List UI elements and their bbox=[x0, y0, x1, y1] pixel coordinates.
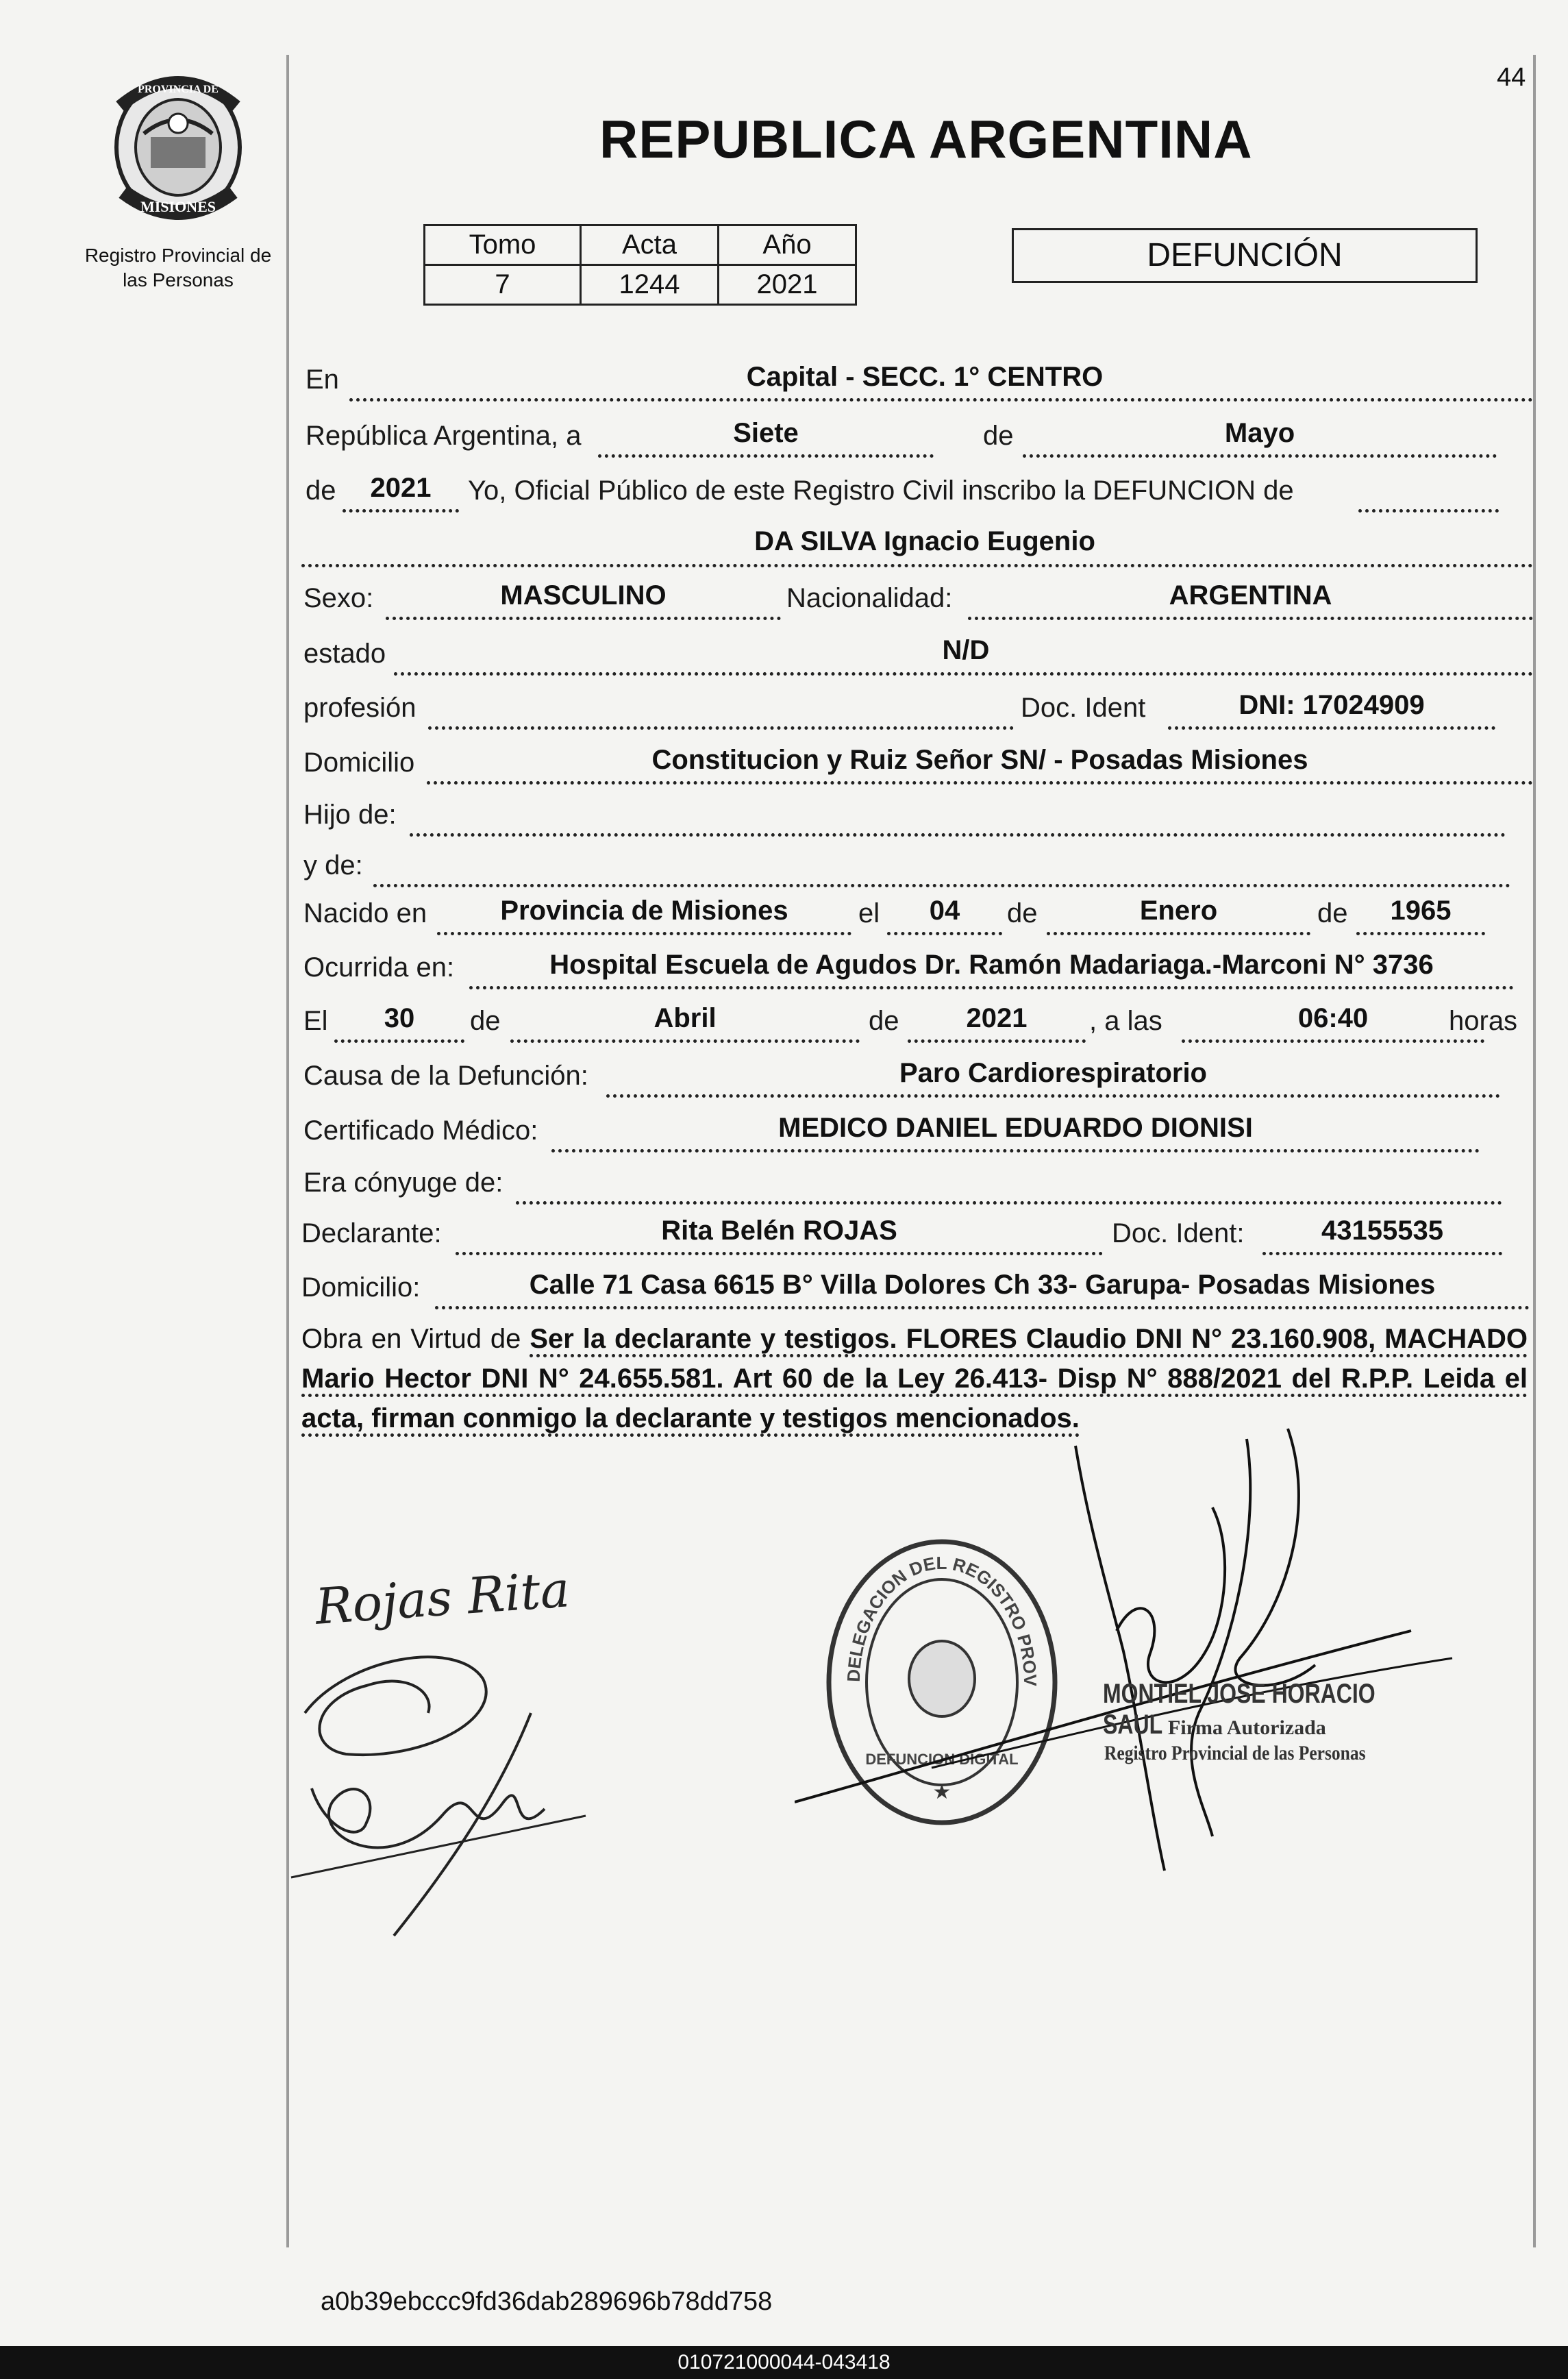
value-certificado: MEDICO DANIEL EDUARDO DIONISI bbox=[778, 1113, 1253, 1143]
label-el: El bbox=[303, 1006, 328, 1036]
label-doc-ident-2: Doc. Ident: bbox=[1112, 1218, 1245, 1248]
barcode-id: 010721000044-043418 bbox=[677, 2351, 891, 2374]
declarante-signature-text: Rojas Rita bbox=[313, 1560, 572, 1636]
value-acta: 1244 bbox=[581, 265, 719, 305]
value-nacido-mes: Enero bbox=[1139, 896, 1218, 926]
seal-inner-text: DEFUNCION DIGITAL bbox=[865, 1751, 1019, 1768]
label-horas: horas bbox=[1449, 1006, 1518, 1036]
label-conyuge: Era cónyuge de: bbox=[303, 1168, 503, 1198]
label-obra: Obra en Virtud de bbox=[301, 1324, 521, 1354]
official-role: Firma Autorizada bbox=[1168, 1716, 1326, 1739]
field-profesion-line bbox=[428, 698, 1014, 730]
label-nacionalidad: Nacionalidad: bbox=[786, 583, 953, 613]
page-number: 44 bbox=[1497, 63, 1526, 92]
record-table bbox=[423, 224, 857, 306]
label-republica: República Argentina, a bbox=[306, 421, 582, 451]
label-nacido-en: Nacido en bbox=[303, 898, 427, 928]
label-de-6: de bbox=[869, 1006, 899, 1036]
right-margin-line bbox=[1533, 55, 1536, 2247]
registry-name bbox=[69, 243, 288, 293]
field-hijo-de-line bbox=[410, 805, 1506, 837]
field-y-de-line bbox=[373, 856, 1510, 887]
value-domicilio: Constitucion y Ruiz Señor SN/ - Posadas Misiones bbox=[651, 745, 1308, 775]
label-el-lower: el bbox=[858, 898, 880, 928]
value-obra-virtud: Ser la declarante y testigos. FLORES Claudio DNI N° 23.160.908, MACHADO Mario Hector DNI N° 24.655.581. Art 60 de la Ley 26.413- Disp N° 888/2021 del R.P.P. Leida el acta, firman conmigo la declarante y testigos mencionados. bbox=[301, 1324, 1528, 1437]
page-title: REPUBLICA ARGENTINA bbox=[599, 109, 1253, 169]
official-registry: Registro Provincial de las Personas bbox=[1104, 1742, 1366, 1764]
header-acta: Acta bbox=[581, 225, 719, 265]
value-fallec-anio: 2021 bbox=[966, 1003, 1028, 1033]
value-lugar: Capital - SECC. 1° CENTRO bbox=[746, 362, 1104, 392]
label-causa: Causa de la Defunción: bbox=[303, 1061, 588, 1091]
value-nacido-en: Provincia de Misiones bbox=[500, 896, 788, 926]
value-fallec-mes: Abril bbox=[654, 1003, 717, 1033]
value-anio-registro: 2021 bbox=[370, 473, 432, 503]
label-de-5: de bbox=[470, 1006, 501, 1036]
official-signature bbox=[795, 1425, 1480, 1891]
label-domicilio-2: Domicilio: bbox=[301, 1272, 421, 1303]
value-anio: 2021 bbox=[719, 265, 856, 305]
province-logo bbox=[103, 65, 253, 223]
official-name: MONTIEL JOSE HORACIO SAUL bbox=[1103, 1679, 1376, 1740]
registry-line-1: Registro Provincial de bbox=[84, 245, 272, 266]
value-nombre: DA SILVA Ignacio Eugenio bbox=[754, 526, 1095, 556]
label-certificado: Certificado Médico: bbox=[303, 1115, 538, 1146]
label-profesion: profesión bbox=[303, 693, 416, 723]
label-estado: estado bbox=[303, 639, 386, 669]
value-tomo: 7 bbox=[425, 265, 581, 305]
value-nacionalidad: ARGENTINA bbox=[1169, 580, 1332, 611]
label-de-1: de bbox=[983, 421, 1014, 451]
value-estado: N/D bbox=[942, 635, 990, 665]
seal-text: DELEGACION DEL REGISTRO PROV bbox=[843, 1552, 1041, 1687]
label-a-las: , a las bbox=[1089, 1006, 1162, 1036]
label-sexo: Sexo: bbox=[303, 583, 374, 613]
declarante-signature bbox=[284, 1555, 606, 1939]
label-oficial: Yo, Oficial Público de este Registro Civil inscribo la DEFUNCION de bbox=[468, 476, 1294, 506]
value-doc-ident: DNI: 17024909 bbox=[1239, 690, 1425, 720]
label-declarante: Declarante: bbox=[301, 1218, 442, 1248]
registry-line-2: las Personas bbox=[123, 269, 234, 291]
value-causa: Paro Cardiorespiratorio bbox=[899, 1058, 1207, 1088]
svg-text:★: ★ bbox=[932, 1781, 951, 1803]
label-domicilio: Domicilio bbox=[303, 748, 415, 778]
value-declarante-doc: 43155535 bbox=[1321, 1216, 1443, 1246]
field-conyuge-line bbox=[516, 1173, 1502, 1205]
label-de-4: de bbox=[1317, 898, 1348, 928]
value-mes-registro: Mayo bbox=[1224, 418, 1295, 448]
svg-text:PROVINCIA DE: PROVINCIA DE bbox=[138, 84, 219, 95]
label-de-2: de bbox=[306, 476, 336, 506]
value-fallec-hora: 06:40 bbox=[1297, 1003, 1369, 1033]
header-anio: Año bbox=[719, 225, 856, 265]
bottom-bar bbox=[0, 2346, 1568, 2379]
value-ocurrida-en: Hospital Escuela de Agudos Dr. Ramón Madariaga.-Marconi N° 3736 bbox=[549, 950, 1434, 980]
label-hijo-de: Hijo de: bbox=[303, 800, 397, 830]
value-fallec-dia: 30 bbox=[384, 1003, 415, 1033]
value-nacido-anio: 1965 bbox=[1390, 896, 1452, 926]
label-y-de: y de: bbox=[303, 850, 363, 880]
document-type-box bbox=[1012, 228, 1478, 283]
value-sexo: MASCULINO bbox=[500, 580, 667, 611]
value-nacido-dia: 04 bbox=[929, 896, 960, 926]
header-tomo: Tomo bbox=[425, 225, 581, 265]
document-hash: a0b39ebccc9fd36dab289696b78dd758 bbox=[321, 2287, 773, 2316]
value-declarante-domicilio: Calle 71 Casa 6615 B° Villa Dolores Ch 33- Garupa- Posadas Misiones bbox=[529, 1270, 1436, 1300]
label-de-3: de bbox=[1007, 898, 1038, 928]
svg-text:MISIONES: MISIONES bbox=[140, 198, 216, 215]
label-doc-ident: Doc. Ident bbox=[1021, 693, 1146, 723]
value-declarante: Rita Belén ROJAS bbox=[661, 1216, 897, 1246]
field-oficial-tail bbox=[1358, 481, 1499, 513]
value-dia-registro: Siete bbox=[733, 418, 799, 448]
obra-virtud-paragraph bbox=[301, 1319, 1528, 1438]
document-type: DEFUNCIÓN bbox=[1147, 237, 1343, 273]
label-en: En bbox=[306, 365, 339, 395]
label-ocurrida-en: Ocurrida en: bbox=[303, 952, 455, 983]
